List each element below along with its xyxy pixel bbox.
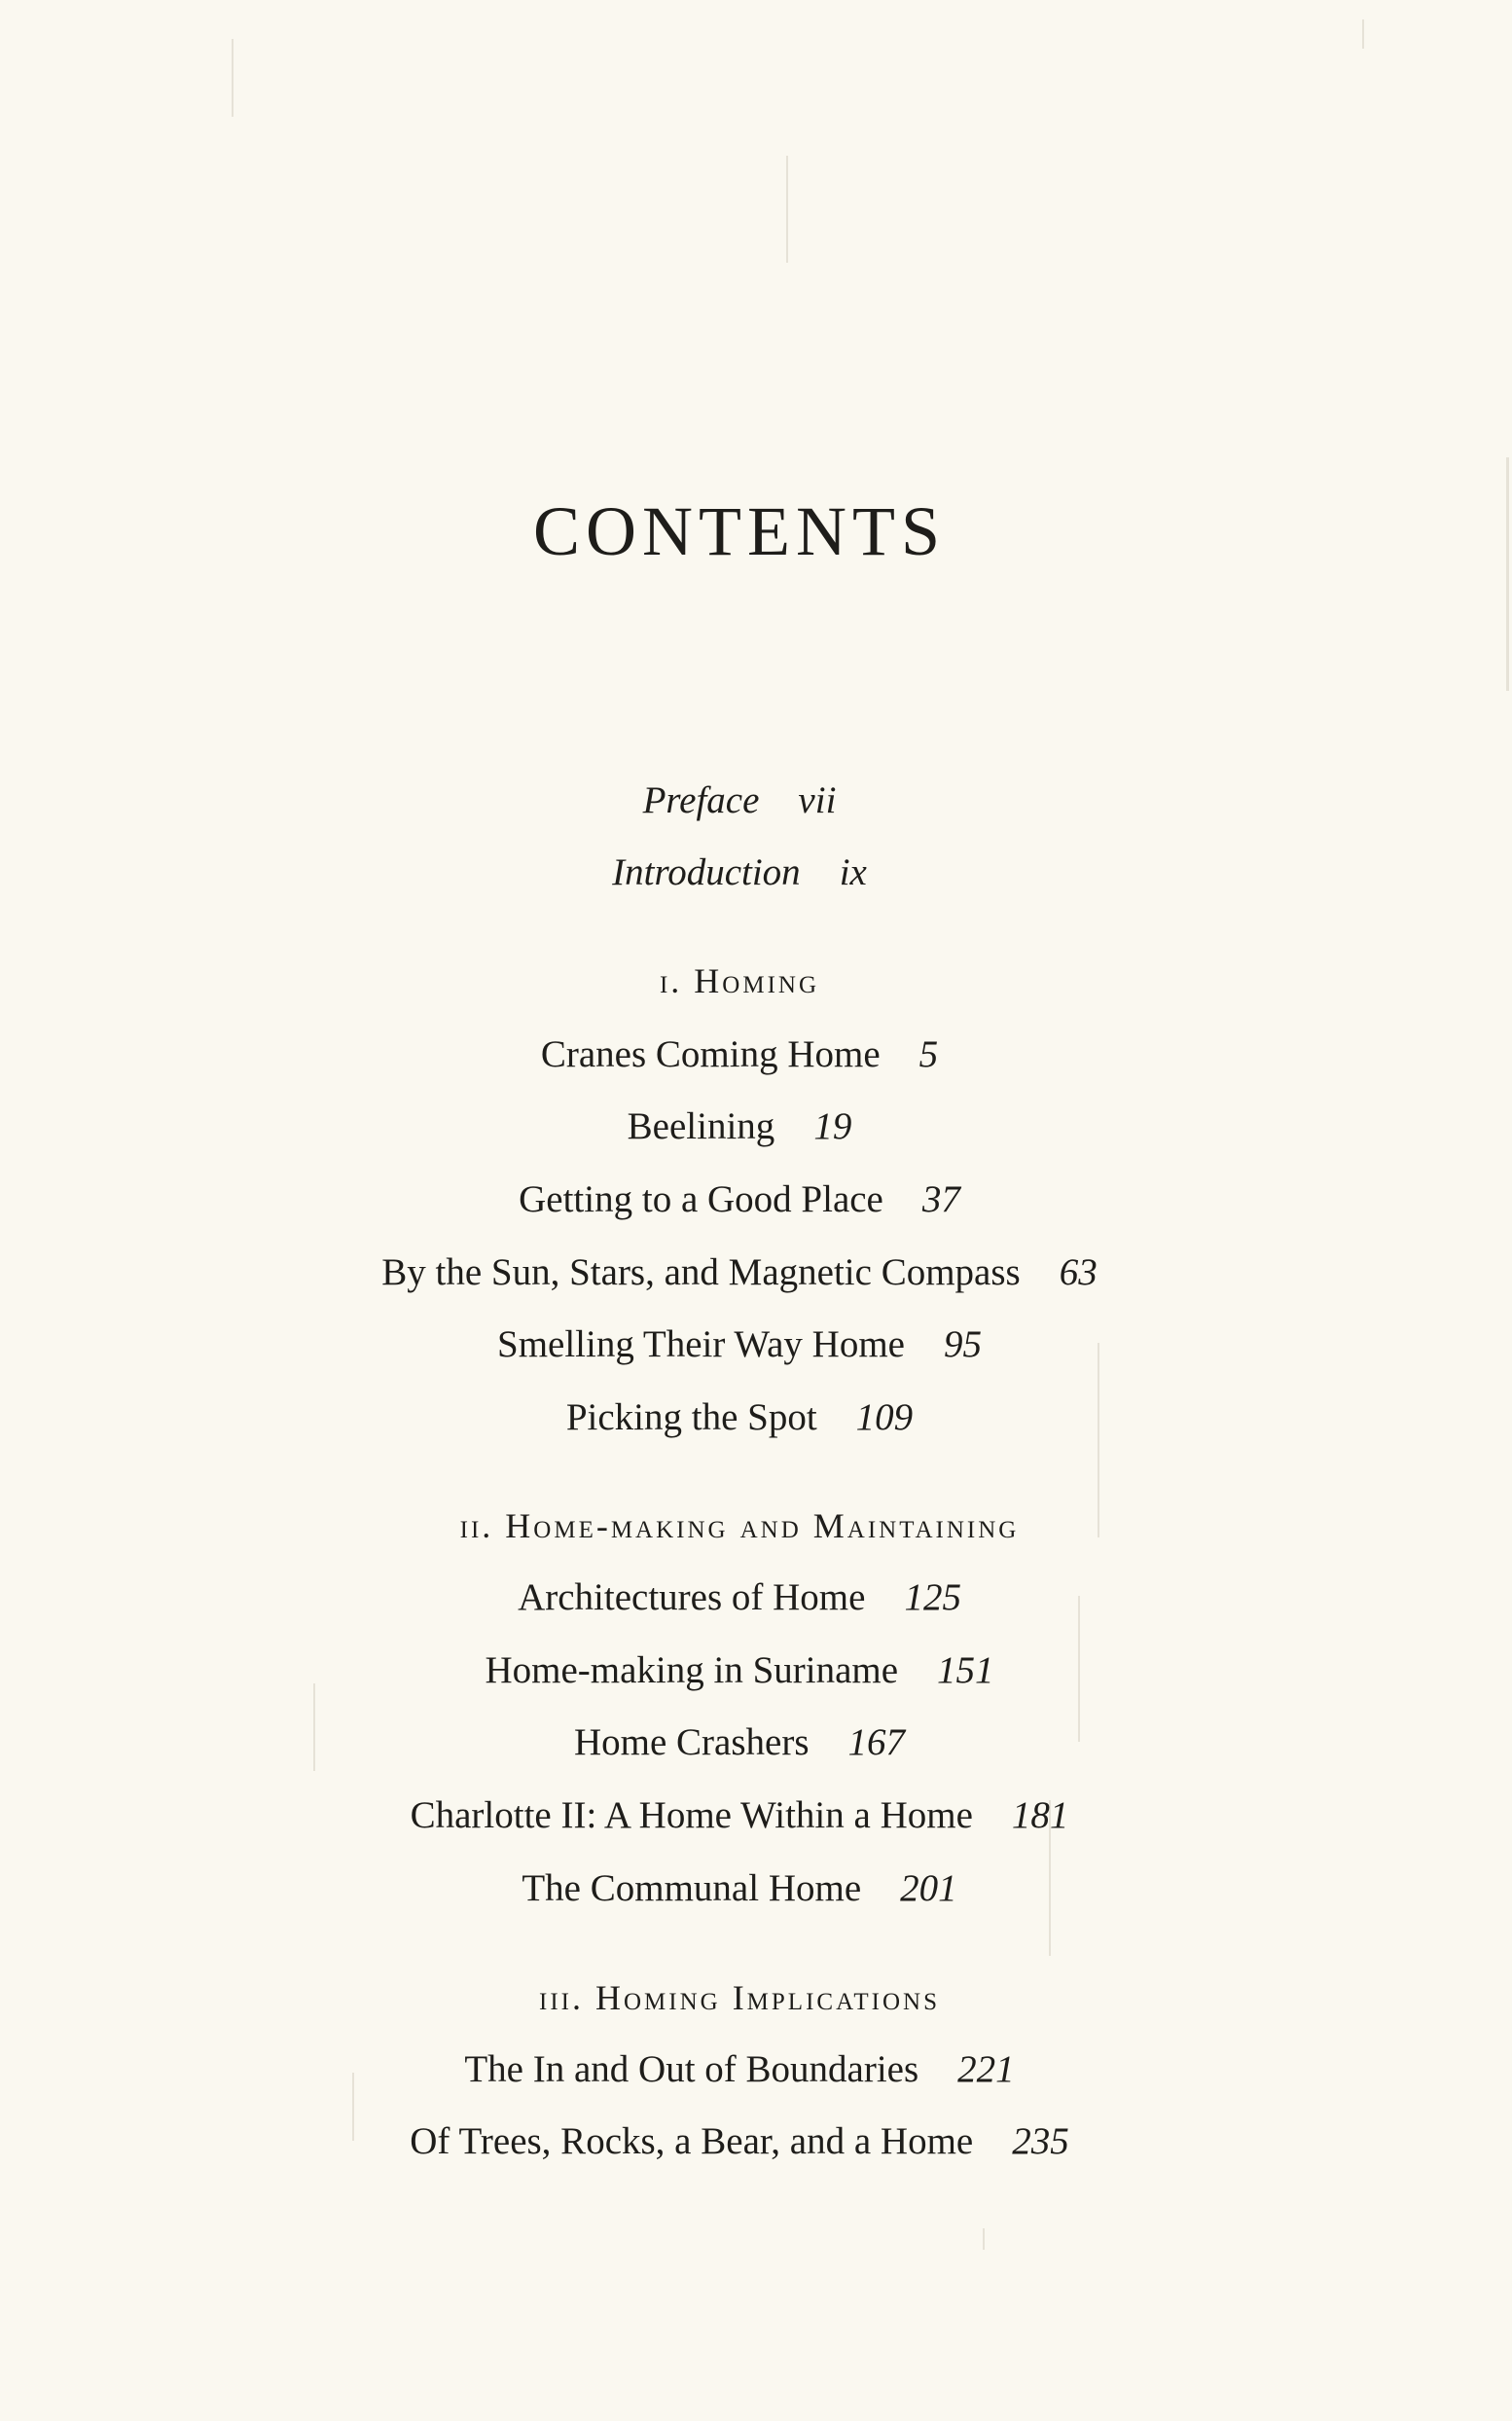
toc-entry-page: 63 [1059,1251,1098,1293]
toc-entry-page: 151 [937,1649,994,1691]
page-title: CONTENTS [533,492,946,570]
toc-entry-label: Cranes Coming Home [540,1033,881,1075]
toc-entry-page: ix [839,851,867,893]
toc-entry-label: Getting to a Good Place [519,1178,883,1220]
toc-entry-label: Home Crashers [573,1721,810,1763]
toc-entry-preface [0,781,1479,819]
toc-entry-label: Charlotte II: A Home Within a Home [410,1794,973,1836]
toc-entry-page: 37 [921,1178,960,1220]
scan-mark [786,156,788,263]
toc-entry [0,2050,1479,2088]
toc-entry [0,1869,1479,1907]
toc-entry-page: 95 [943,1323,982,1365]
part-heading: iii. Homing Implications [539,1978,940,2017]
toc-entry [0,1180,1479,1218]
toc-entry [0,1107,1479,1145]
toc-entry-label: By the Sun, Stars, and Magnetic Compass [381,1251,1021,1293]
toc-entry-label: Introduction [612,851,801,893]
toc-entry-introduction [0,853,1479,891]
toc-entry-label: Of Trees, Rocks, a Bear, and a Home [410,2120,974,2162]
scan-mark [232,39,234,117]
toc-entry-label: Picking the Spot [565,1396,817,1438]
toc-entry-label: Beelining [627,1105,775,1147]
toc-entry-page: 5 [918,1033,939,1075]
toc-entry-label: Preface [642,779,760,821]
toc-entry [0,1651,1479,1689]
toc-entry-page: 221 [957,2048,1015,2090]
toc-entry-label: The Communal Home [522,1867,862,1909]
toc-entry [0,1796,1479,1834]
scan-mark [1506,457,1509,691]
part-heading: ii. Home-making and Maintaining [459,1506,1020,1545]
toc-entry [0,1325,1479,1363]
toc-entry [0,1035,1479,1073]
toc-entry-page: 125 [904,1576,961,1618]
toc-entry-label: Smelling Their Way Home [497,1323,905,1365]
scan-mark [983,2228,985,2250]
toc-entry-page: 19 [813,1105,852,1147]
toc-entry [0,2122,1479,2160]
toc-entry [0,1398,1479,1436]
toc-entry [0,1723,1479,1761]
toc-entry-page: 167 [847,1721,906,1763]
toc-entry [0,1253,1479,1291]
toc-entry [0,1578,1479,1616]
toc-entry-page: 181 [1011,1794,1069,1836]
toc-entry-label: The In and Out of Boundaries [464,2048,919,2090]
toc-entry-page: vii [798,779,837,821]
toc-entry-page: 235 [1012,2120,1069,2162]
toc-entry-page: 201 [900,1867,957,1909]
toc-entry-label: Home-making in Suriname [485,1649,899,1691]
toc-entry-label: Architectures of Home [518,1576,866,1618]
toc-entry-page: 109 [855,1396,914,1438]
part-heading: i. Homing [659,961,820,1000]
scan-mark [1362,19,1364,49]
